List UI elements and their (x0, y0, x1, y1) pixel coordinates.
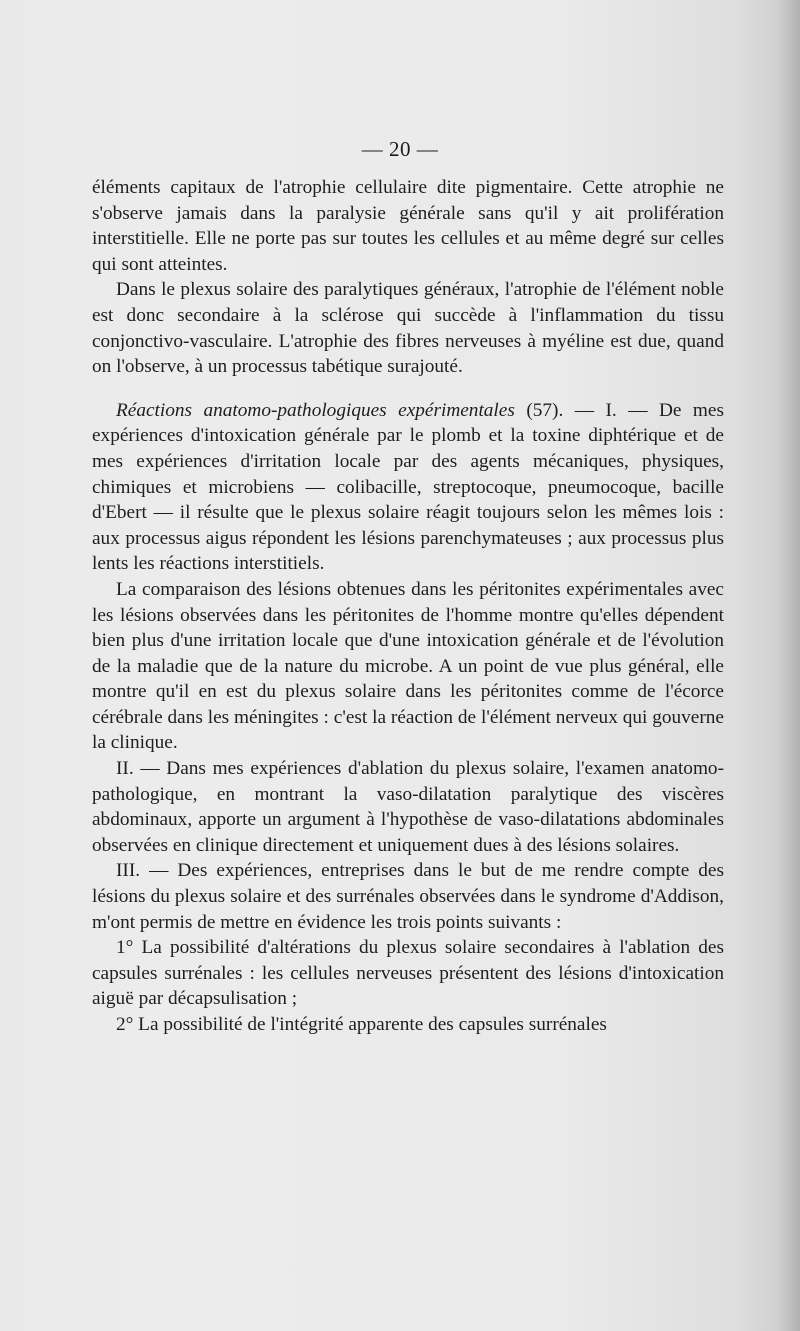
paragraph-point-two: 2° La possibilité de l'intégrité apparente des capsules surrénales (116, 1014, 607, 1035)
paragraph-addison-experiments: III. — Des expériences, entreprises dans le but de me rendre compte des lésions du plexus solaire et des surrénales observées dans le syndrome d'Addison, m'ont permis de mettre en évidence les trois points suivants : (92, 860, 724, 933)
paragraph-atrophy-continuation: éléments capitaux de l'atrophie cellulaire dite pigmentaire. Cette atrophie ne s'observe jamais dans la paralysie générale sans qu'il y ait prolifération interstitielle. Elle ne porte pas sur toutes les cellules et au même degré sur celles qui sont atteintes. (92, 177, 724, 275)
paragraph-ablation-experiments: II. — Dans mes expériences d'ablation du plexus solaire, l'examen anatomo-pathologique, en montrant la vaso-dilatation paralytique des viscères abdominaux, apporte un argument à l'hypothèse de vaso-dilatations abdominales observées en clinique directement et uniquement dues à des lésions solaires. (92, 758, 724, 856)
page-number: — 20 — (361, 137, 439, 161)
body-text (92, 175, 724, 1038)
paragraph-peritonitis-comparison: La comparaison des lésions obtenues dans les péritonites expérimentales avec les lésions observées dans les péritonites de l'homme montre qu'elles dépendent bien plus d'une irritation locale que d'une intoxication générale et de l'évolution de la maladie que de la nature du microbe. A un point de vue plus général, elle montre qu'il en est du plexus solaire dans les péritonites comme de l'écorce cérébrale dans les méningites : c'est la réaction de l'élément nerveux qui gouverne la clinique. (92, 578, 724, 754)
section-heading-body: (57). — I. — De mes expériences d'intoxication générale par le plomb et la toxine diphtérique et de mes expériences d'irritation locale par des agents mécaniques, physiques, chimiques et microbiens — colibacille, streptocoque, pneumocoque, bacille d'Ebert — il résulte que le plexus solaire réagit toujours selon les mêmes lois : aux processus aigus répondent les lésions parenchymateuses ; aux processus plus lents les réactions interstitiels. (92, 399, 724, 575)
paragraph-point-one: 1° La possibilité d'altérations du plexus solaire secondaires à l'ablation des capsules surrénales : les cellules nerveuses présentent des lésions d'intoxication aiguë par décapsulisation ; (92, 937, 724, 1010)
paragraph-experimental-reactions (92, 398, 724, 577)
paragraph-plexus-paralytics: Dans le plexus solaire des paralytiques généraux, l'atrophie de l'élément noble est donc secondaire à la sclérose qui succède à l'inflammation du tissu conjonctivo-vasculaire. L'atrophie des fibres nerveuses à myéline est due, quand on l'observe, à un processus tabétique surajouté. (92, 279, 724, 378)
page-edge-shadow (778, 0, 800, 1331)
section-heading: Réactions anatomo-pathologiques expérimentales (116, 399, 515, 421)
